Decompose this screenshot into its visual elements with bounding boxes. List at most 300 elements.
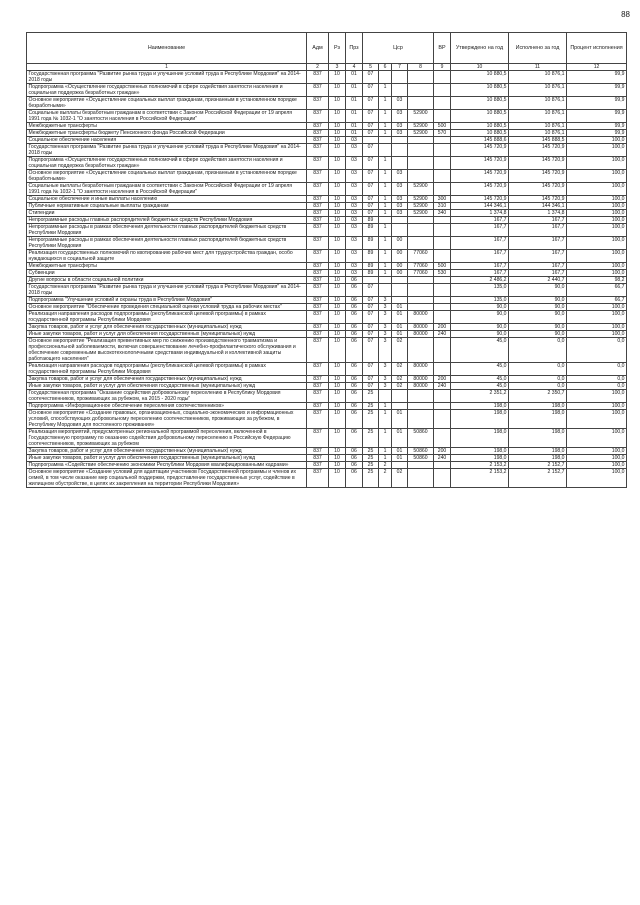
- row-approved: 198,0: [451, 410, 509, 429]
- row-rz: 10: [329, 331, 346, 338]
- row-approved: 10 880,5: [451, 71, 509, 84]
- row-name: Подпрограмма «Содействие обеспечению экономики Республики Мордовия квалифицированными кадрами»: [27, 462, 307, 469]
- row-executed: 145 720,9: [509, 196, 567, 203]
- row-csr-program: [363, 277, 379, 284]
- row-approved: 90,0: [451, 324, 509, 331]
- table-row: [27, 157, 627, 170]
- row-vr: [434, 469, 451, 488]
- row-vr: [434, 250, 451, 263]
- row-name: Основное мероприятие "Реализация превентивных мер по снижению производственного травматизма и профессиональной заболеваемости, включая совершенствование лечебно-профилактического обслуживания и обеспечение современными высокотехнологичными средствами индивидуальной и коллективной защиты работающего населения": [27, 338, 307, 363]
- row-rz: 10: [329, 270, 346, 277]
- row-csr-direction: [408, 137, 434, 144]
- row-csr-program: 89: [363, 250, 379, 263]
- row-vr: 200: [434, 448, 451, 455]
- row-csr-event: [392, 284, 408, 297]
- row-prz: 01: [346, 71, 363, 84]
- row-csr-program: 25: [363, 410, 379, 429]
- row-name: Межбюджетные трансферты: [27, 123, 307, 130]
- row-adm: 837: [307, 170, 329, 183]
- row-csr-program: 07: [363, 210, 379, 217]
- row-csr-direction: 80000: [408, 311, 434, 324]
- row-prz: 03: [346, 196, 363, 203]
- row-executed: 90,0: [509, 311, 567, 324]
- row-csr-subprogram: 1: [379, 263, 392, 270]
- row-name: Социальное обеспечение населения: [27, 137, 307, 144]
- row-executed: 198,0: [509, 429, 567, 448]
- row-adm: 837: [307, 304, 329, 311]
- row-csr-event: 03: [392, 130, 408, 137]
- row-percent: 100,0: [567, 311, 627, 324]
- row-prz: 06: [346, 277, 363, 284]
- row-vr: [434, 157, 451, 170]
- header-csr: Цср: [363, 33, 434, 64]
- row-csr-subprogram: 3: [379, 297, 392, 304]
- row-prz: 03: [346, 183, 363, 196]
- row-adm: 837: [307, 183, 329, 196]
- row-executed: 10 876,1: [509, 130, 567, 137]
- row-prz: 03: [346, 157, 363, 170]
- row-rz: 10: [329, 110, 346, 123]
- row-name: Государственная программа "Развитие рынка труда и улучшение условий труда в Республике Мордовия" на 2014-2018 годы: [27, 71, 307, 84]
- row-csr-direction: 52900: [408, 130, 434, 137]
- row-percent: 100,0: [567, 390, 627, 403]
- row-adm: 837: [307, 410, 329, 429]
- table-row: [27, 403, 627, 410]
- row-vr: [434, 304, 451, 311]
- row-executed: 2 152,7: [509, 462, 567, 469]
- row-vr: 300: [434, 196, 451, 203]
- row-percent: 99,9: [567, 97, 627, 110]
- row-name: Стипендии: [27, 210, 307, 217]
- row-vr: [434, 137, 451, 144]
- row-csr-event: 02: [392, 363, 408, 376]
- row-prz: 03: [346, 270, 363, 277]
- row-vr: [434, 429, 451, 448]
- row-adm: 837: [307, 123, 329, 130]
- row-executed: 145 720,9: [509, 157, 567, 170]
- row-percent: 100,0: [567, 270, 627, 277]
- row-prz: 01: [346, 123, 363, 130]
- header-approved: Утверждено на год: [451, 33, 509, 64]
- row-approved: 145 720,9: [451, 183, 509, 196]
- row-percent: 100,0: [567, 455, 627, 462]
- row-name: Межбюджетные трансферты бюджету Пенсионного фонда Российской Федерации: [27, 130, 307, 137]
- row-approved: 10 880,5: [451, 110, 509, 123]
- row-csr-program: 25: [363, 462, 379, 469]
- row-name: Подпрограмма «Информационное обеспечение переселения соотечественников»: [27, 403, 307, 410]
- row-rz: 10: [329, 311, 346, 324]
- row-approved: 10 880,5: [451, 130, 509, 137]
- table-row: [27, 270, 627, 277]
- row-vr: [434, 237, 451, 250]
- header-prz: Прз: [346, 33, 363, 64]
- row-percent: 98,2: [567, 277, 627, 284]
- row-name: Реализация мероприятий, предусмотренных региональной программой переселения, включенной в Государственную программу по оказанию содействия добровольному переселению в Российскую Федерацию соотечественников, проживающих за рубежом: [27, 429, 307, 448]
- row-executed: 10 876,1: [509, 71, 567, 84]
- row-csr-event: [392, 224, 408, 237]
- row-approved: 198,0: [451, 448, 509, 455]
- row-csr-subprogram: 3: [379, 311, 392, 324]
- row-csr-direction: 52900: [408, 110, 434, 123]
- row-prz: 06: [346, 297, 363, 304]
- row-adm: 837: [307, 71, 329, 84]
- row-prz: 06: [346, 462, 363, 469]
- row-csr-direction: 77060: [408, 263, 434, 270]
- row-rz: 10: [329, 284, 346, 297]
- row-approved: 167,7: [451, 263, 509, 270]
- row-csr-event: [392, 217, 408, 224]
- row-name: Государственная программа "Развитие рынка труда и улучшение условий труда в Республике Мордовия" на 2014-2018 годы: [27, 284, 307, 297]
- row-rz: 10: [329, 203, 346, 210]
- row-prz: 06: [346, 390, 363, 403]
- row-csr-event: [392, 137, 408, 144]
- row-csr-subprogram: 1: [379, 448, 392, 455]
- row-prz: 01: [346, 130, 363, 137]
- header-percent: Процент исполнения: [567, 33, 627, 64]
- row-executed: 0,0: [509, 338, 567, 363]
- row-csr-direction: [408, 297, 434, 304]
- row-approved: 145 720,9: [451, 196, 509, 203]
- row-csr-direction: 77060: [408, 270, 434, 277]
- row-approved: 198,0: [451, 429, 509, 448]
- row-rz: 10: [329, 263, 346, 270]
- row-name: Основное мероприятие «Осуществление социальных выплат гражданам, признанным в установленном порядке безработными»: [27, 97, 307, 110]
- row-executed: 145 720,9: [509, 144, 567, 157]
- header-executed: Исполнено за год: [509, 33, 567, 64]
- row-prz: 01: [346, 84, 363, 97]
- row-adm: 837: [307, 376, 329, 383]
- row-percent: 100,0: [567, 462, 627, 469]
- row-csr-event: [392, 157, 408, 170]
- row-name: Закупка товаров, работ и услуг для обеспечения государственных (муниципальных) нужд: [27, 448, 307, 455]
- row-approved: 2 153,2: [451, 462, 509, 469]
- row-adm: 837: [307, 429, 329, 448]
- row-percent: 100,0: [567, 410, 627, 429]
- row-adm: 837: [307, 383, 329, 390]
- row-vr: [434, 144, 451, 157]
- row-approved: 167,7: [451, 270, 509, 277]
- table-row: [27, 410, 627, 429]
- row-csr-program: 25: [363, 403, 379, 410]
- row-executed: 167,7: [509, 263, 567, 270]
- table-body: [27, 64, 627, 488]
- row-rz: 10: [329, 71, 346, 84]
- row-csr-subprogram: 1: [379, 157, 392, 170]
- table-row: [27, 203, 627, 210]
- row-vr: [434, 183, 451, 196]
- table-row: [27, 210, 627, 217]
- row-csr-program: [363, 137, 379, 144]
- row-csr-subprogram: 2: [379, 469, 392, 488]
- row-approved: 2 153,2: [451, 469, 509, 488]
- row-csr-direction: [408, 410, 434, 429]
- row-vr: [434, 462, 451, 469]
- row-percent: 100,0: [567, 217, 627, 224]
- row-csr-subprogram: 1: [379, 270, 392, 277]
- row-vr: 200: [434, 376, 451, 383]
- row-approved: 135,0: [451, 297, 509, 304]
- row-csr-direction: [408, 224, 434, 237]
- row-vr: 200: [434, 324, 451, 331]
- row-name: Закупка товаров, работ и услуг для обеспечения государственных (муниципальных) нужд: [27, 376, 307, 383]
- row-executed: 2 440,7: [509, 277, 567, 284]
- row-executed: 167,7: [509, 270, 567, 277]
- table-row: [27, 390, 627, 403]
- row-prz: 06: [346, 311, 363, 324]
- row-csr-subprogram: 3: [379, 376, 392, 383]
- row-approved: 167,7: [451, 217, 509, 224]
- row-csr-program: 07: [363, 297, 379, 304]
- row-approved: 45,0: [451, 363, 509, 376]
- row-rz: 10: [329, 97, 346, 110]
- row-csr-subprogram: 3: [379, 363, 392, 376]
- column-number: 2: [307, 64, 329, 71]
- row-csr-direction: [408, 277, 434, 284]
- row-approved: 135,0: [451, 284, 509, 297]
- row-csr-event: 00: [392, 237, 408, 250]
- row-csr-subprogram: 1: [379, 130, 392, 137]
- row-vr: [434, 224, 451, 237]
- row-csr-direction: [408, 71, 434, 84]
- table-row: [27, 123, 627, 130]
- row-approved: 145 720,9: [451, 157, 509, 170]
- row-rz: 10: [329, 196, 346, 203]
- row-csr-subprogram: [379, 277, 392, 284]
- row-adm: 837: [307, 110, 329, 123]
- budget-table: [26, 32, 627, 488]
- table-row: [27, 448, 627, 455]
- row-percent: 100,0: [567, 170, 627, 183]
- table-header-row: [27, 33, 627, 64]
- row-vr: [434, 338, 451, 363]
- row-approved: 145 888,6: [451, 137, 509, 144]
- row-csr-event: [392, 277, 408, 284]
- row-csr-subprogram: 1: [379, 97, 392, 110]
- row-executed: 10 876,1: [509, 97, 567, 110]
- row-percent: 100,0: [567, 196, 627, 203]
- row-prz: 03: [346, 217, 363, 224]
- row-csr-program: 07: [363, 324, 379, 331]
- row-csr-program: 89: [363, 237, 379, 250]
- header-name: Наименование: [27, 33, 307, 64]
- row-approved: 145 720,9: [451, 144, 509, 157]
- row-csr-program: 07: [363, 123, 379, 130]
- column-number-row: [27, 64, 627, 71]
- row-percent: 100,0: [567, 144, 627, 157]
- row-csr-direction: [408, 170, 434, 183]
- row-percent: 100,0: [567, 183, 627, 196]
- row-csr-direction: [408, 284, 434, 297]
- row-csr-program: 25: [363, 448, 379, 455]
- row-name: Подпрограмма «Осуществление государственных полномочий в сфере содействия занятости населения и социальная поддержка безработных граждан»: [27, 84, 307, 97]
- row-rz: 10: [329, 304, 346, 311]
- table-row: [27, 250, 627, 263]
- row-csr-direction: 50860: [408, 429, 434, 448]
- row-vr: [434, 410, 451, 429]
- row-csr-direction: [408, 304, 434, 311]
- row-name: Подпрограмма «Осуществление государственных полномочий в сфере содействия занятости населения и социальная поддержка безработных граждан»: [27, 157, 307, 170]
- row-csr-event: 01: [392, 331, 408, 338]
- table-row: [27, 71, 627, 84]
- row-approved: 2 486,2: [451, 277, 509, 284]
- row-csr-subprogram: [379, 144, 392, 157]
- row-vr: [434, 217, 451, 224]
- row-csr-direction: [408, 390, 434, 403]
- row-adm: 837: [307, 297, 329, 304]
- row-csr-direction: 77060: [408, 250, 434, 263]
- row-csr-subprogram: 3: [379, 331, 392, 338]
- column-number: 5: [363, 64, 379, 71]
- column-number: 7: [392, 64, 408, 71]
- table-row: [27, 97, 627, 110]
- row-prz: 03: [346, 224, 363, 237]
- row-csr-program: 07: [363, 170, 379, 183]
- row-csr-subprogram: 1: [379, 203, 392, 210]
- row-csr-direction: [408, 403, 434, 410]
- table-row: [27, 144, 627, 157]
- row-csr-program: 25: [363, 429, 379, 448]
- table-row: [27, 304, 627, 311]
- row-csr-direction: 80000: [408, 376, 434, 383]
- row-rz: 10: [329, 84, 346, 97]
- row-prz: 03: [346, 210, 363, 217]
- column-number: 10: [451, 64, 509, 71]
- row-csr-event: 02: [392, 469, 408, 488]
- row-approved: 145 720,9: [451, 170, 509, 183]
- row-adm: 837: [307, 263, 329, 270]
- row-csr-event: 03: [392, 196, 408, 203]
- table-row: [27, 110, 627, 123]
- row-prz: 06: [346, 284, 363, 297]
- row-name: Другие вопросы в области социальной политики: [27, 277, 307, 284]
- row-csr-program: 07: [363, 383, 379, 390]
- row-csr-subprogram: [379, 71, 392, 84]
- row-csr-direction: 52900: [408, 183, 434, 196]
- row-executed: 167,7: [509, 237, 567, 250]
- row-name: Межбюджетные трансферты: [27, 263, 307, 270]
- row-executed: 198,0: [509, 455, 567, 462]
- row-adm: 837: [307, 462, 329, 469]
- row-prz: 03: [346, 250, 363, 263]
- row-approved: 90,0: [451, 311, 509, 324]
- row-vr: [434, 311, 451, 324]
- row-csr-event: 03: [392, 110, 408, 123]
- row-rz: 10: [329, 429, 346, 448]
- row-adm: 837: [307, 311, 329, 324]
- row-csr-direction: 80000: [408, 383, 434, 390]
- row-prz: 06: [346, 455, 363, 462]
- row-adm: 837: [307, 270, 329, 277]
- table-row: [27, 376, 627, 383]
- row-percent: 100,0: [567, 224, 627, 237]
- row-rz: 10: [329, 224, 346, 237]
- row-executed: 10 876,1: [509, 123, 567, 130]
- table-row: [27, 363, 627, 376]
- row-name: Реализация государственных полномочий по квотированию рабочих мест для трудоустройства граждан, особо нуждающихся в социальной защите: [27, 250, 307, 263]
- table-row: [27, 462, 627, 469]
- row-csr-event: 03: [392, 203, 408, 210]
- row-csr-subprogram: 3: [379, 338, 392, 363]
- table-row: [27, 130, 627, 137]
- row-executed: 144 346,1: [509, 203, 567, 210]
- row-rz: 10: [329, 157, 346, 170]
- row-executed: 0,0: [509, 376, 567, 383]
- row-csr-direction: 52900: [408, 210, 434, 217]
- row-csr-program: 07: [363, 363, 379, 376]
- row-csr-event: 03: [392, 170, 408, 183]
- row-percent: 0,0: [567, 338, 627, 363]
- row-prz: 01: [346, 97, 363, 110]
- header-rz: Рз: [329, 33, 346, 64]
- row-csr-program: 07: [363, 97, 379, 110]
- row-rz: 10: [329, 383, 346, 390]
- row-csr-event: 02: [392, 383, 408, 390]
- page-number: 88: [621, 10, 630, 19]
- row-rz: 10: [329, 390, 346, 403]
- row-adm: 837: [307, 324, 329, 331]
- row-percent: 100,0: [567, 203, 627, 210]
- row-csr-subprogram: [379, 390, 392, 403]
- row-percent: 100,0: [567, 331, 627, 338]
- row-percent: 100,0: [567, 210, 627, 217]
- row-prz: 06: [346, 324, 363, 331]
- row-vr: 240: [434, 331, 451, 338]
- row-csr-event: 00: [392, 270, 408, 277]
- row-adm: 837: [307, 403, 329, 410]
- table-row: [27, 137, 627, 144]
- column-number: 1: [27, 64, 307, 71]
- row-executed: 0,0: [509, 383, 567, 390]
- row-prz: 06: [346, 403, 363, 410]
- row-csr-subprogram: 1: [379, 210, 392, 217]
- column-number: 9: [434, 64, 451, 71]
- table-row: [27, 183, 627, 196]
- table-row: [27, 469, 627, 488]
- row-rz: 10: [329, 144, 346, 157]
- row-csr-direction: 80000: [408, 324, 434, 331]
- row-vr: [434, 403, 451, 410]
- row-adm: 837: [307, 390, 329, 403]
- row-rz: 10: [329, 250, 346, 263]
- row-vr: 310: [434, 203, 451, 210]
- row-vr: 500: [434, 123, 451, 130]
- row-adm: 837: [307, 363, 329, 376]
- row-approved: 144 346,1: [451, 203, 509, 210]
- table-row: [27, 84, 627, 97]
- row-rz: 10: [329, 410, 346, 429]
- row-csr-subprogram: 1: [379, 123, 392, 130]
- row-csr-subprogram: 3: [379, 304, 392, 311]
- column-number: 12: [567, 64, 627, 71]
- row-csr-program: 07: [363, 84, 379, 97]
- row-approved: 198,0: [451, 455, 509, 462]
- column-number: 6: [379, 64, 392, 71]
- row-approved: 45,0: [451, 383, 509, 390]
- row-name: Социальные выплаты безработным гражданам в соответствии с Законом Российской Федерации от 19 апреля 1991 года № 1032-1 "О занятости населения в Российской Федерации": [27, 183, 307, 196]
- row-csr-subprogram: 1: [379, 84, 392, 97]
- row-name: Иные закупки товаров, работ и услуг для обеспечения государственных (муниципальных) нужд: [27, 383, 307, 390]
- table-row: [27, 297, 627, 304]
- row-rz: 10: [329, 130, 346, 137]
- row-percent: 99,9: [567, 123, 627, 130]
- row-csr-program: 07: [363, 196, 379, 203]
- row-csr-direction: [408, 97, 434, 110]
- row-adm: 837: [307, 196, 329, 203]
- row-adm: 837: [307, 217, 329, 224]
- row-csr-program: 89: [363, 224, 379, 237]
- row-prz: 03: [346, 170, 363, 183]
- row-approved: 10 880,5: [451, 97, 509, 110]
